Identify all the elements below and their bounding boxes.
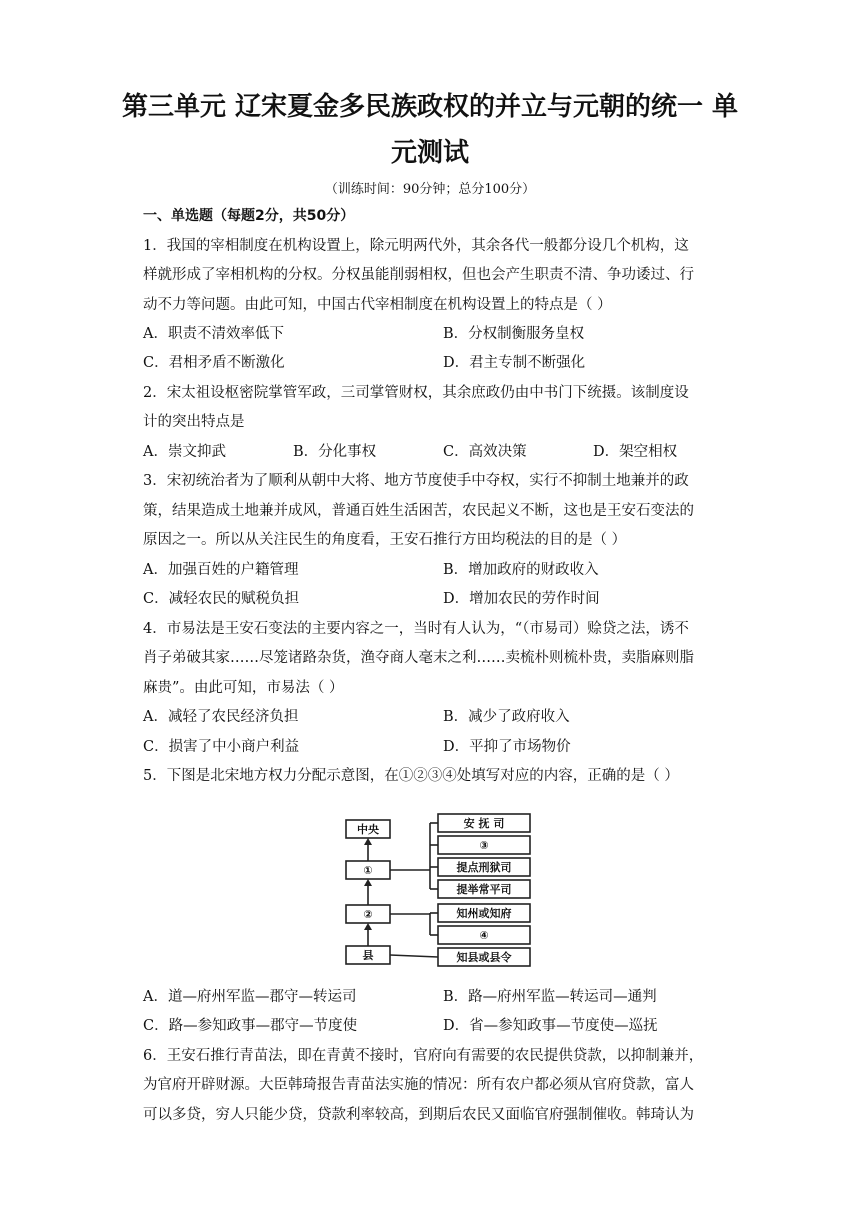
q6-line: 可以多贷，穷人只能少贷，贷款利率较高，到期后农民又面临官府强制催收。韩琦认为 — [143, 1107, 694, 1123]
q3-line: 原因之一。所以从关注民生的角度看，王安石推行方田均税法的目的是（ ） — [143, 532, 627, 548]
q5-option-c: C．路—参知政事—郡守—节度使 — [143, 1018, 358, 1034]
label-tidian: 提点刑狱司 — [456, 861, 512, 874]
q4-line: 肖子弟破其家……尽笼诸路杂货，渔夺商人毫末之利……卖梳朴则梳朴贵，卖脂麻则脂 — [143, 650, 694, 666]
q4-option-d: D．平抑了市场物价 — [443, 739, 571, 755]
label-central: 中央 — [357, 823, 379, 836]
q1-option-b: B．分权制衡服务皇权 — [443, 326, 585, 342]
q3-option-c: C．减轻农民的赋税负担 — [143, 591, 300, 607]
q2-option-c: C．高效决策 — [443, 444, 527, 460]
q3-line: 策，结果造成土地兼并成风，普通百姓生活困苦，农民起义不断，这也是王安石变法的 — [143, 503, 694, 519]
q4-line: 4．市易法是王安石变法的主要内容之一，当时有人认为，“（市易司）赊贷之法，诱不 — [143, 621, 689, 637]
q3-option-a: A．加强百姓的户籍管理 — [143, 562, 299, 578]
q3-option-b: B．增加政府的财政收入 — [443, 562, 599, 578]
doc-subtitle: （训练时间：90分钟；总分100分） — [324, 182, 536, 197]
q2-option-a: A．崇文抑武 — [143, 444, 226, 460]
label-county: 县 — [362, 949, 374, 962]
section-heading: 一、单选题（每题2分，共50分） — [143, 208, 355, 224]
q5-option-b: B．路—府州军监—转运司—通判 — [443, 989, 657, 1005]
label-tiju: 提举常平司 — [456, 883, 512, 896]
q4-line: 麻贵”。由此可知，市易法（ ） — [143, 680, 344, 696]
doc-title-line1: 第三单元 辽宋夏金多民族政权的并立与元朝的统一 单 — [121, 92, 739, 122]
q2-option-d: D．架空相权 — [593, 444, 678, 460]
q2-line: 计的突出特点是 — [143, 414, 245, 430]
q2-option-b: B．分化事权 — [293, 444, 377, 460]
q5-option-a: A．道—府州军监—郡守—转运司 — [143, 989, 357, 1005]
q3-line: 3．宋初统治者为了顺利从朝中大将、地方节度使手中夺权，实行不抑制土地兼并的政 — [143, 473, 689, 489]
doc-title-line2: 元测试 — [390, 138, 469, 168]
q1-line: 样就形成了宰相机构的分权。分权虽能削弱相权，但也会产生职责不清、争功诿过、行 — [143, 267, 694, 283]
q1-option-d: D．君主专制不断强化 — [443, 355, 586, 371]
q2-line: 2．宋太祖设枢密院掌管军政，三司掌管财权，其余庶政仍由中书门下统摄。该制度设 — [143, 385, 689, 401]
q1-option-a: A．职责不清效率低下 — [143, 326, 284, 342]
q5-option-d: D．省—参知政事—节度使—巡抚 — [443, 1018, 658, 1034]
label-2: ② — [363, 908, 373, 921]
q1-line: 1．我国的宰相制度在机构设置上，除元明两代外，其余各代一般都分设几个机构，这 — [143, 238, 689, 254]
q1-line: 动不力等问题。由此可知，中国古代宰相制度在机构设置上的特点是（ ） — [143, 297, 612, 313]
q6-line: 为官府开辟财源。大臣韩琦报告青苗法实施的情况：所有农户都必须从官府贷款，富人 — [143, 1077, 694, 1093]
label-3: ③ — [479, 839, 489, 852]
label-anfusi: 安 抚 司 — [463, 817, 505, 830]
power-distribution-diagram — [338, 808, 538, 976]
q1-option-c: C．君相矛盾不断激化 — [143, 355, 285, 371]
q5-line: 5．下图是北宋地方权力分配示意图，在①②③④处填写对应的内容，正确的是（ ） — [143, 768, 679, 784]
q4-option-a: A．减轻了农民经济负担 — [143, 709, 299, 725]
label-zhizhou: 知州或知府 — [456, 907, 512, 920]
label-zhixian: 知县或县令 — [456, 951, 512, 964]
label-4: ④ — [479, 929, 489, 942]
q6-line: 6．王安石推行青苗法，即在青黄不接时，官府向有需要的农民提供贷款，以抑制兼并， — [143, 1048, 704, 1064]
label-1: ① — [363, 864, 373, 877]
q4-option-c: C．损害了中小商户利益 — [143, 739, 300, 755]
q3-option-d: D．增加农民的劳作时间 — [443, 591, 600, 607]
q4-option-b: B．减少了政府收入 — [443, 709, 570, 725]
